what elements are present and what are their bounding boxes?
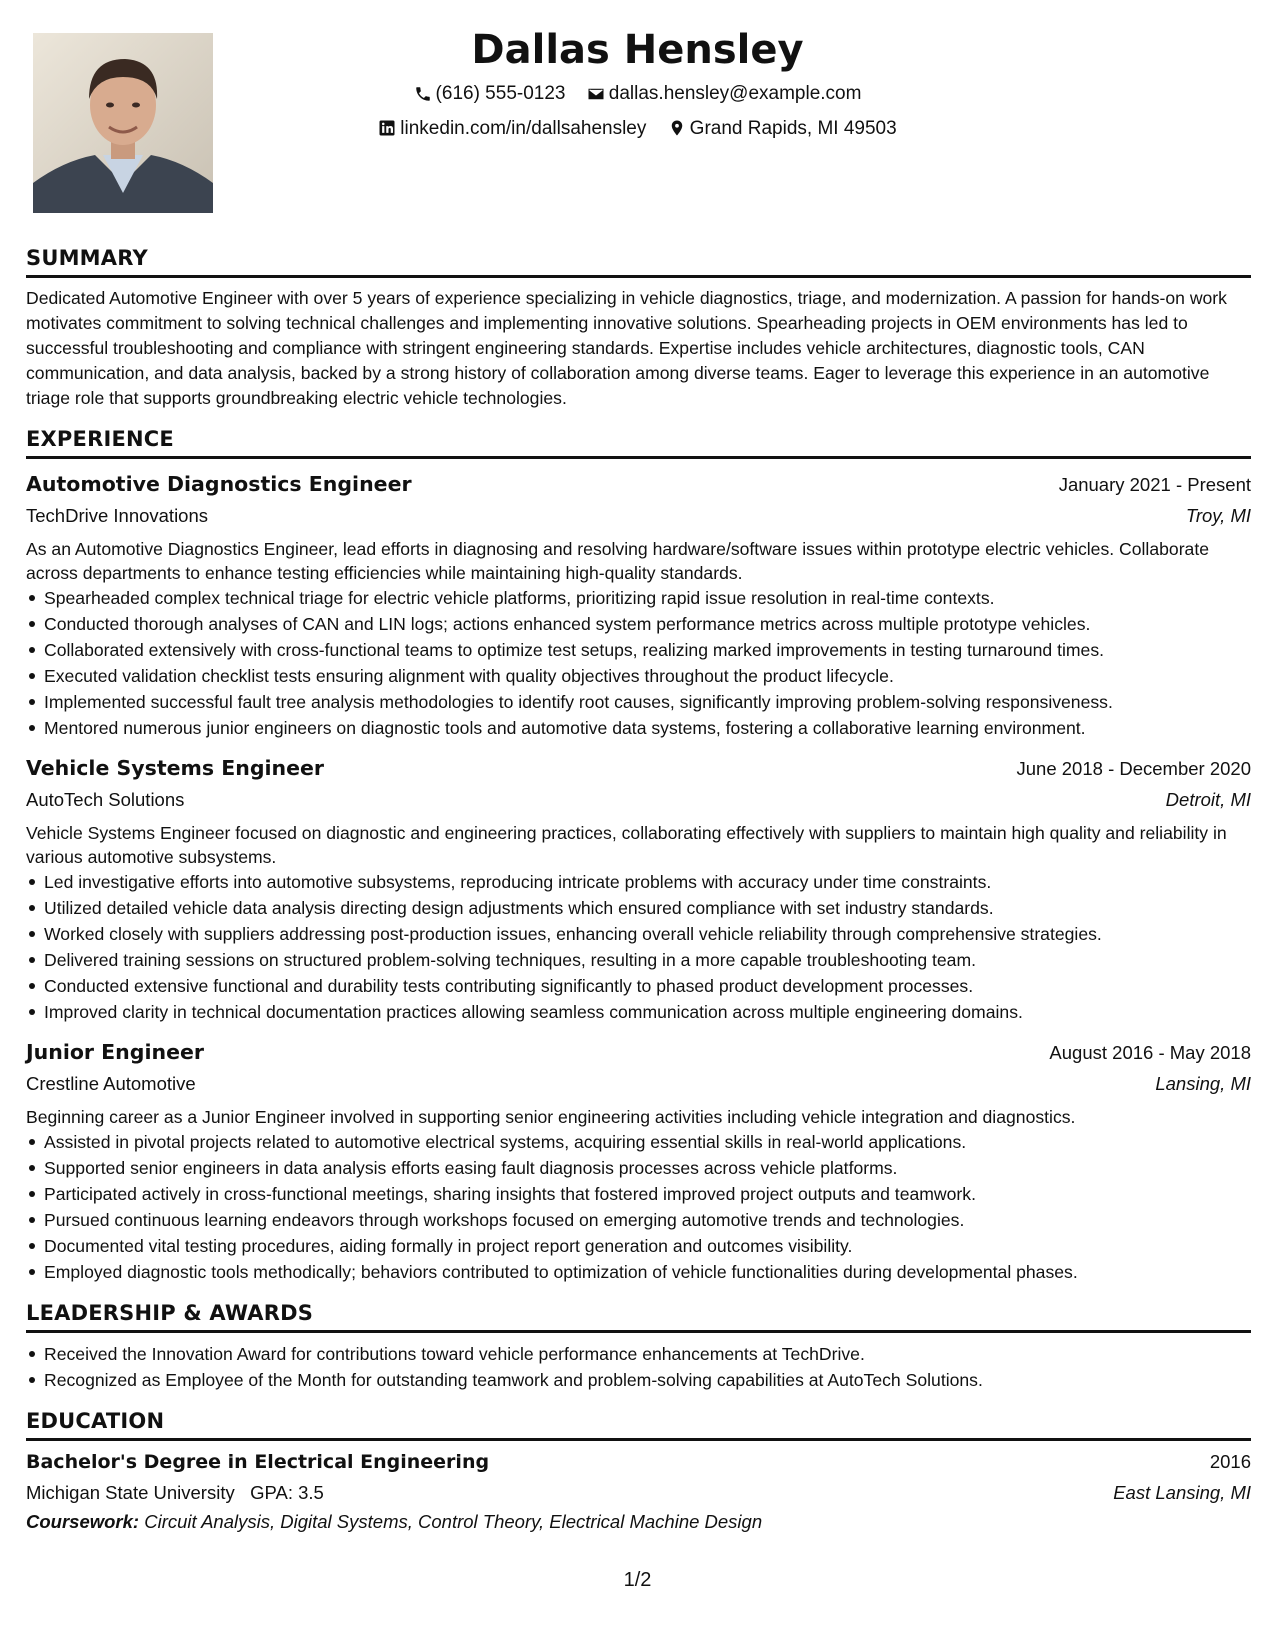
coursework-list: Circuit Analysis, Digital Systems, Control Theory, Electrical Machine Design <box>144 1511 763 1532</box>
envelope-icon <box>587 85 605 103</box>
home-location: Grand Rapids, MI 49503 <box>689 117 897 139</box>
resume-header <box>0 22 1275 147</box>
list-item: Mentored numerous junior engineers on diagnostic tools and automotive data systems, fostering a collaborative learning environment. <box>44 715 1251 741</box>
job-entry <box>26 753 1251 1025</box>
linkedin-url: linkedin.com/in/dallsahensley <box>400 117 647 139</box>
job-description: Vehicle Systems Engineer focused on diagnostic and engineering practices, collaborating effectively with suppliers to maintain high quality and reliability in various automotive subsystems. <box>26 823 1227 867</box>
job-title: Vehicle Systems Engineer <box>26 756 325 780</box>
list-item: Improved clarity in technical documentation practices allowing seamless communication across multiple engineering domains. <box>44 999 1251 1025</box>
job-description: As an Automotive Diagnostics Engineer, lead efforts in diagnosing and resolving hardware/software issues within prototype electric vehicles. Collaborate across departments to enhance testing efficiencies while maintaining high-quality standards. <box>26 539 1210 583</box>
job-entry <box>26 469 1251 741</box>
contact-line-1 <box>0 78 1275 113</box>
job-location: Troy, MI <box>1185 505 1251 526</box>
company-name: Crestline Automotive <box>26 1073 196 1094</box>
list-item: Worked closely with suppliers addressing post-production issues, enhancing overall vehicle reliability through comprehensive strategies. <box>44 921 1251 947</box>
list-item: Conducted thorough analyses of CAN and LIN logs; actions enhanced system performance metrics across multiple prototype vehicles. <box>44 611 1251 637</box>
linkedin-contact[interactable] <box>378 113 646 144</box>
summary-text: Dedicated Automotive Engineer with over 5 years of experience specializing in vehicle diagnostics, triage, and modernization. A passion for hands-on work motivates commitment to solving technical challenges and implementing innovative solutions. Spearheading projects in OEM environments has led to successful troubleshooting and compliance with stringent engineering standards. Expertise includes vehicle architectures, diagnostic tools, CAN communication, and data analysis, backed by a strong history of collaboration among diverse teams. Eager to leverage this experience in an automotive triage role that supports groundbreaking electric vehicle technologies. <box>26 288 1227 408</box>
company-name: TechDrive Innovations <box>26 505 209 526</box>
job-location: Lansing, MI <box>1155 1073 1251 1094</box>
section-title-experience: EXPERIENCE <box>26 425 1251 459</box>
job-description: Beginning career as a Junior Engineer involved in supporting senior engineering activities including vehicle integration and diagnostics. <box>26 1107 1076 1127</box>
email-contact[interactable] <box>587 78 862 109</box>
list-item: Pursued continuous learning endeavors through workshops focused on emerging automotive trends and technologies. <box>44 1207 1251 1233</box>
school-and-gpa <box>26 1477 324 1508</box>
email-address: dallas.hensley@example.com <box>608 83 862 104</box>
job-dates: January 2021 - Present <box>1058 474 1251 495</box>
list-item: Utilized detailed vehicle data analysis directing design adjustments which ensured compliance with set industry standards. <box>44 895 1251 921</box>
job-title: Automotive Diagnostics Engineer <box>26 472 412 496</box>
list-item: Implemented successful fault tree analysis methodologies to identify root causes, significantly improving problem-solving responsiveness. <box>44 689 1251 715</box>
degree-name: Bachelor's Degree in Electrical Engineering <box>26 1451 490 1473</box>
job-title: Junior Engineer <box>26 1040 204 1064</box>
contact-line-2 <box>0 113 1275 148</box>
school-location: East Lansing, MI <box>1113 1482 1251 1503</box>
coursework-label: Coursework: <box>26 1511 140 1532</box>
awards-list <box>26 1341 1251 1393</box>
page-number: 1/2 <box>623 1569 652 1591</box>
job-bullets <box>26 585 1251 741</box>
list-item: Spearheaded complex technical triage for electric vehicle platforms, prioritizing rapid issue resolution in real-time contexts. <box>44 585 1251 611</box>
summary-section <box>26 244 1251 411</box>
list-item: Recognized as Employee of the Month for outstanding teamwork and problem-solving capabilities at AutoTech Solutions. <box>44 1367 1251 1393</box>
job-bullets <box>26 869 1251 1025</box>
list-item: Collaborated extensively with cross-functional teams to optimize test setups, realizing marked improvements in testing turnaround times. <box>44 637 1251 663</box>
education-entry <box>26 1447 1251 1536</box>
job-location: Detroit, MI <box>1165 789 1251 810</box>
job-dates: June 2018 - December 2020 <box>1016 758 1251 779</box>
list-item: Employed diagnostic tools methodically; behaviors contributed to optimization of vehicle functionalities during developmental phases. <box>44 1259 1251 1285</box>
resume-body <box>26 244 1251 1536</box>
experience-section <box>26 425 1251 1285</box>
list-item: Participated actively in cross-functional meetings, sharing insights that fostered improved project outputs and teamwork. <box>44 1181 1251 1207</box>
section-title-summary: SUMMARY <box>26 244 1251 278</box>
list-item: Executed validation checklist tests ensuring alignment with quality objectives throughout the product lifecycle. <box>44 663 1251 689</box>
gpa: GPA: 3.5 <box>250 1482 324 1503</box>
section-title-education: EDUCATION <box>26 1407 1251 1441</box>
list-item: Assisted in pivotal projects related to automotive electrical systems, acquiring essential skills in real-world applications. <box>44 1129 1251 1155</box>
awards-section <box>26 1299 1251 1393</box>
job-dates: August 2016 - May 2018 <box>1049 1042 1251 1063</box>
phone-icon <box>414 85 432 103</box>
list-item: Delivered training sessions on structured problem-solving techniques, resulting in a more capable troubleshooting team. <box>44 947 1251 973</box>
graduation-year: 2016 <box>1209 1451 1251 1472</box>
coursework-line <box>26 1508 1251 1536</box>
phone-number: (616) 555-0123 <box>435 83 566 104</box>
list-item: Conducted extensive functional and durability tests contributing significantly to phased product development processes. <box>44 973 1251 999</box>
company-name: AutoTech Solutions <box>26 789 185 810</box>
school-name: Michigan State University <box>26 1482 235 1503</box>
job-entry <box>26 1037 1251 1285</box>
map-pin-icon <box>668 119 686 137</box>
linkedin-icon <box>378 119 396 137</box>
section-title-awards: LEADERSHIP & AWARDS <box>26 1299 1251 1333</box>
job-bullets <box>26 1129 1251 1285</box>
list-item: Supported senior engineers in data analysis efforts easing fault diagnosis processes across vehicle platforms. <box>44 1155 1251 1181</box>
job-list <box>26 469 1251 1285</box>
location-contact <box>668 113 897 144</box>
phone-contact[interactable] <box>414 78 566 109</box>
list-item: Received the Innovation Award for contributions toward vehicle performance enhancements at TechDrive. <box>44 1341 1251 1367</box>
candidate-name: Dallas Hensley <box>471 27 804 73</box>
list-item: Documented vital testing procedures, aiding formally in project report generation and outcomes visibility. <box>44 1233 1251 1259</box>
list-item: Led investigative efforts into automotive subsystems, reproducing intricate problems with accuracy under time constraints. <box>44 869 1251 895</box>
education-section <box>26 1407 1251 1536</box>
